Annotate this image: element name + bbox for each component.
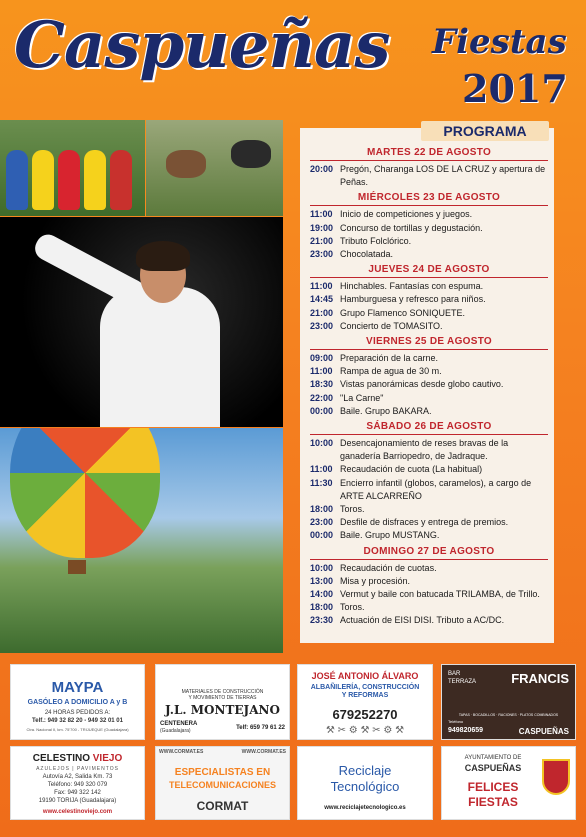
singer-photo xyxy=(0,217,283,427)
coat-of-arms-icon xyxy=(542,759,570,795)
francis-terraza: TERRAZA xyxy=(448,679,477,685)
event-description: Toros. xyxy=(340,504,365,515)
event-description: Vistas panorámicas desde globo cautivo. xyxy=(340,379,504,390)
event-description: Vermut y baile con batucada TRILAMBA, de Trillo. xyxy=(340,589,540,600)
bulls-photo xyxy=(146,120,283,216)
event-time: 10:00 xyxy=(310,562,334,573)
montejano-name: J.L. MONTEJANO xyxy=(165,703,280,717)
event-time: 19:00 xyxy=(310,222,334,233)
mascots-photo xyxy=(0,120,145,216)
event-time: 13:00 xyxy=(310,575,334,586)
mascot-figure xyxy=(84,150,106,210)
event-time: 23:30 xyxy=(310,615,334,626)
event-row xyxy=(310,235,548,248)
event-time: 21:00 xyxy=(310,235,334,246)
ad-cormat xyxy=(155,746,290,820)
day-heading: VIERNES 25 DE AGOSTO xyxy=(310,336,548,350)
reciclaje-line1: Reciclaje xyxy=(338,763,392,778)
ayto-felices: FELICES xyxy=(467,780,519,794)
event-row xyxy=(310,378,548,391)
event-description: Baile. Grupo MUSTANG. xyxy=(340,530,440,541)
ad-alvaro xyxy=(297,664,433,740)
event-description: Grupo Flamenco SONIQUETE. xyxy=(340,307,466,318)
bull-figure xyxy=(231,140,271,168)
event-time: 23:00 xyxy=(310,517,334,528)
balloon-basket xyxy=(68,560,86,574)
event-description: Hinchables. Fantasías con espuma. xyxy=(340,281,484,292)
event-row xyxy=(310,516,548,529)
montejano-phone: Telf: 659 79 61 22 xyxy=(236,725,285,731)
event-row xyxy=(310,405,548,418)
celestino-fax: Fax: 949 322 142 xyxy=(54,790,101,796)
event-row xyxy=(310,392,548,405)
event-row xyxy=(310,352,548,365)
event-description: Pregón, Charanga LOS DE LA CRUZ y apertura de Peñas. xyxy=(340,164,546,188)
event-time: 00:00 xyxy=(310,405,334,416)
alvaro-name: JOSÉ ANTONIO ÁLVARO xyxy=(311,671,419,681)
celestino-name xyxy=(11,753,144,764)
event-time: 11:00 xyxy=(310,209,333,220)
event-time: 00:00 xyxy=(310,530,334,541)
event-row xyxy=(310,562,548,575)
event-time: 21:00 xyxy=(310,307,334,318)
event-row xyxy=(310,601,548,614)
event-row xyxy=(310,320,548,333)
francis-bar: BAR xyxy=(448,671,461,677)
celestino-name2: VIEJO xyxy=(92,753,123,764)
event-description: Concurso de tortillas y degustación. xyxy=(340,222,483,233)
ad-francis xyxy=(441,664,576,740)
event-row xyxy=(310,614,548,627)
reciclaje-web: www.reciclajetecnologico.es xyxy=(324,805,406,811)
event-time: 09:00 xyxy=(310,353,334,364)
year-label: 2017 xyxy=(462,66,568,111)
alvaro-line2: Y REFORMAS xyxy=(341,692,389,699)
fiestas-label: Fiestas xyxy=(432,22,567,62)
singer-body xyxy=(100,287,220,427)
event-row xyxy=(310,575,548,588)
event-time: 11:00 xyxy=(310,281,333,292)
montejano-town: CENTENERA xyxy=(160,721,198,727)
program-list xyxy=(310,144,548,628)
celestino-phone: Teléfono: 949 320 079 xyxy=(47,782,108,788)
mascot-figure xyxy=(110,150,132,210)
event-row xyxy=(310,222,548,235)
cormat-line2: TELECOMUNICACIONES xyxy=(168,780,276,790)
event-row xyxy=(310,437,548,463)
event-description: Actuación de EISI DISI. Tributo a AC/DC. xyxy=(340,615,505,626)
tools-icons: ⚒ ✂ ⚙ ⚒ ✂ ⚙ ⚒ xyxy=(325,725,405,736)
celestino-address: Autovía A2, Salida Km. 73 xyxy=(42,774,113,780)
day-heading: MARTES 22 DE AGOSTO xyxy=(310,147,548,161)
francis-name: FRANCIS xyxy=(511,671,569,686)
event-row xyxy=(310,503,548,516)
event-description: Tributo Folclórico. xyxy=(340,235,412,246)
balloon-landscape-photo xyxy=(0,428,283,653)
event-description: "La Carne" xyxy=(340,392,384,403)
event-time: 18:00 xyxy=(310,504,334,515)
alvaro-phone: 679252270 xyxy=(332,707,398,722)
maypa-name: MAYPA xyxy=(51,679,104,696)
maypa-tag: GASÓLEO A DOMICILIO A y B xyxy=(27,699,128,706)
francis-phone-label: Teléfono xyxy=(448,719,464,724)
poster-title: Caspueñas xyxy=(14,8,390,83)
event-row xyxy=(310,588,548,601)
event-row xyxy=(310,477,548,503)
event-description: Inicio de competiciones y juegos. xyxy=(340,209,473,220)
event-description: Concierto de TOMASITO. xyxy=(340,320,443,331)
event-description: Toros. xyxy=(340,602,365,613)
event-description: Recaudación de cuotas. xyxy=(340,562,437,573)
event-description: Recaudación de cuota (La habitual) xyxy=(340,464,483,475)
event-description: Baile. Grupo BAKARA. xyxy=(340,405,432,416)
cormat-line1: ESPECIALISTAS EN xyxy=(174,767,271,778)
celestino-web: www.celestinoviejo.com xyxy=(42,809,113,815)
maypa-phone: Telf.: 949 32 82 20 - 949 32 01 01 xyxy=(32,718,123,724)
event-description: Preparación de la carne. xyxy=(340,353,439,364)
mascot-figure xyxy=(32,150,54,210)
event-description: Rampa de agua de 30 m. xyxy=(340,366,442,377)
event-time: 20:00 xyxy=(310,164,334,174)
montejano-line1: MATERIALES DE CONSTRUCCIÓN xyxy=(181,689,264,695)
event-time: 23:00 xyxy=(310,320,334,331)
ayto-line2: CASPUEÑAS xyxy=(464,763,522,773)
francis-menu: TAPAS · BOCADILLOS · RACIONES · PLATOS COMBINADOS xyxy=(458,713,559,717)
day-heading: DOMINGO 27 DE AGOSTO xyxy=(310,546,548,560)
event-row xyxy=(310,463,548,476)
event-time: 22:00 xyxy=(310,392,334,403)
bull-figure xyxy=(166,150,206,178)
montejano-prov: (Guadalajara) xyxy=(160,728,191,734)
cormat-name: CORMAT xyxy=(196,799,249,813)
francis-phone: 949820659 xyxy=(448,727,484,734)
day-heading: MIÉRCOLES 23 DE AGOSTO xyxy=(310,192,548,206)
event-row xyxy=(310,365,548,378)
mascot-figure xyxy=(58,150,80,210)
day-heading: SÁBADO 26 DE AGOSTO xyxy=(310,421,548,435)
event-time: 18:30 xyxy=(310,379,334,390)
mascot-figure xyxy=(6,150,28,210)
event-description: Desencajonamiento de reses bravas de la ganadería Barriopedro, de Jadraque. xyxy=(340,438,509,462)
maypa-address: Ctra. Nacional II, km. 75'700 - TRIJUEQUE (Guadalajara) xyxy=(26,727,129,732)
maypa-line1: 24 HORAS PEDIDOS A: xyxy=(44,710,111,716)
event-description: Hamburguesa y refresco para niños. xyxy=(340,294,486,305)
ad-montejano xyxy=(155,664,290,740)
event-time: 11:30 xyxy=(310,477,333,488)
event-time: 10:00 xyxy=(310,438,334,449)
ayto-fiestas: FIESTAS xyxy=(468,795,518,809)
event-row xyxy=(310,280,548,293)
program-heading: PROGRAMA xyxy=(421,121,549,141)
alvaro-line1: ALBAÑILERÍA, CONSTRUCCIÓN xyxy=(310,684,420,691)
ad-ayuntamiento xyxy=(441,746,576,820)
event-time: 18:00 xyxy=(310,602,334,613)
event-description: Misa y procesión. xyxy=(340,575,411,586)
event-row xyxy=(310,529,548,542)
event-row xyxy=(310,248,548,261)
event-time: 11:00 xyxy=(310,464,333,475)
cormat-web1: WWW.CORMAT.ES xyxy=(159,749,204,755)
montejano-line2: Y MOVIMIENTO DE TIERRAS xyxy=(188,695,257,701)
ad-reciclaje xyxy=(297,746,433,820)
celestino-name1: CELESTINO xyxy=(32,753,90,764)
event-time: 11:00 xyxy=(310,366,333,377)
ayto-line1: AYUNTAMIENTO DE xyxy=(464,755,522,761)
event-row xyxy=(310,307,548,320)
celestino-tag: AZULEJOS | PAVIMENTOS xyxy=(36,766,119,772)
ad-maypa xyxy=(10,664,145,740)
ad-celestino xyxy=(10,746,145,820)
event-time: 14:00 xyxy=(310,589,334,600)
singer-hair xyxy=(136,241,190,271)
event-row xyxy=(310,293,548,306)
reciclaje-line2: Tecnológico xyxy=(330,779,400,794)
event-description: Chocolatada. xyxy=(340,249,394,260)
day-heading: JUEVES 24 DE AGOSTO xyxy=(310,264,548,278)
celestino-town: 19190 TORIJA (Guadalajara) xyxy=(38,798,117,804)
event-description: Encierro infantil (globos, caramelos), a cargo de ARTE ALCARREÑO xyxy=(340,477,532,501)
event-row xyxy=(310,163,548,189)
event-row xyxy=(310,208,548,221)
event-time: 14:45 xyxy=(310,294,334,305)
cormat-web2: WWW.CORMAT.ES xyxy=(241,749,286,755)
hot-air-balloon xyxy=(10,428,160,558)
event-description: Desfile de disfraces y entrega de premios. xyxy=(340,517,509,528)
event-time: 23:00 xyxy=(310,249,334,260)
francis-town: CASPUEÑAS xyxy=(518,727,569,736)
